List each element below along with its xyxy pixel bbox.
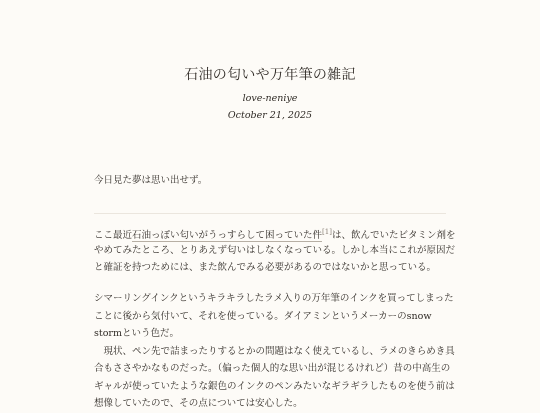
paragraph-vitamin xyxy=(94,224,454,277)
paragraph-line: やめてみたところ、とりあえず匂いはしなくなっている。しかし本当にこれが原因だ xyxy=(94,244,456,256)
text-fragment: ここ最近 xyxy=(94,230,133,242)
paragraph-line: stormという色だ。 xyxy=(94,328,179,339)
footnote-ref[interactable]: [1] xyxy=(322,228,332,236)
article-link[interactable]: 石油っぽい匂いがうっすらして困っていた件 xyxy=(132,230,323,242)
paragraph-line: ことに後から気付いて、それを使っている。ダイアミンというメーカーのsnow xyxy=(94,310,432,322)
post-date: October 21, 2025 xyxy=(227,110,313,121)
paragraph-line: 現状、ペン先で詰まったりするとかの問題はなく使えているし、ラメのきらめき具 xyxy=(94,345,455,357)
intro-paragraph: 今日見た夢は思い出せず。 xyxy=(94,175,208,186)
paragraph-line: 合もささやかなものだった。（偏った個人的な思い出が混じるけれど）昔の中高生の xyxy=(94,363,451,374)
section-divider xyxy=(94,213,446,214)
paragraph-line: と確証を持つためには、また飲んでみる必要があるのではないかと思っている。 xyxy=(94,262,437,273)
paragraph-line xyxy=(94,224,454,242)
post-title: 石油の匂いや万年筆の雑記 xyxy=(184,67,356,83)
paragraph-line: 想像していたので、その点については安心した。 xyxy=(94,398,303,409)
text-fragment: は、飲んでいたビタミン剤を xyxy=(331,230,456,242)
paragraph-line: シマーリングインクというキラキラしたラメ入りの万年筆のインクを買ってしまった xyxy=(94,293,454,304)
paragraph-ink xyxy=(94,290,454,413)
paragraph-line: ギャルが使っていたような銀色のインクのペンみたいなギラギラしたものを使う前は xyxy=(94,380,455,392)
post-author[interactable]: love-neniye xyxy=(242,93,298,104)
